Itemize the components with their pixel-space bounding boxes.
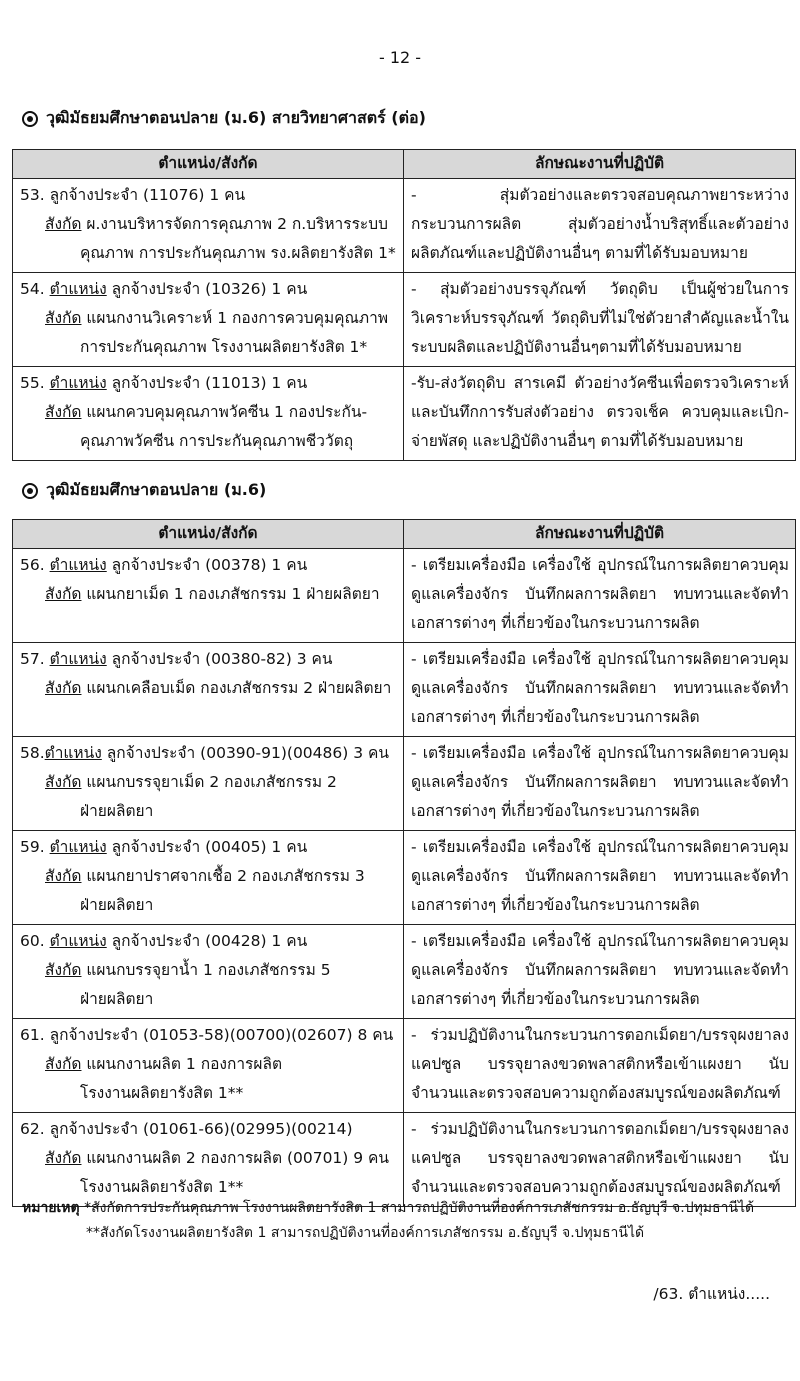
position-text: 61. ลูกจ้างประจำ (01053-58)(00700)(02607) 8 คน [20, 1026, 394, 1044]
position-label: ตำแหน่ง [49, 280, 107, 298]
position-line [20, 739, 397, 768]
affiliation-line [20, 1050, 397, 1079]
row-number: 56. [20, 556, 50, 574]
duties-cell: - เตรียมเครื่องมือ เครื่องใช้ อุปกรณ์ในการผลิตยาควบคุมดูแลเครื่องจักร บันทึกผลการผลิตยา ทบทวนและจัดทำเอกสารต่างๆ ที่เกี่ยวข้องในกระบวนการผลิต [404, 549, 796, 643]
affiliation-label: สังกัด [45, 403, 82, 421]
position-cell [13, 367, 404, 461]
position-line [20, 927, 397, 956]
affiliation-text: แผนกงานผลิต 2 กองการผลิต (00701) 9 คน [81, 1149, 390, 1167]
affiliation-line [20, 304, 397, 333]
affiliation-continuation: ฝ่ายผลิตยา [80, 990, 154, 1008]
position-label: ตำแหน่ง [49, 556, 107, 574]
table-row [13, 1113, 796, 1207]
position-text: ลูกจ้างประจำ (00390-91)(00486) 3 คน [101, 744, 389, 762]
affiliation-continuation: การประกันคุณภาพ โรงงานผลิตยารังสิต 1* [80, 338, 368, 356]
position-line [20, 551, 397, 580]
position-label: ตำแหน่ง [49, 838, 107, 856]
position-line [20, 645, 397, 674]
column-header-position: ตำแหน่ง/สังกัด [13, 150, 404, 179]
position-cell [13, 1019, 404, 1113]
row-number: 58. [20, 744, 45, 762]
row-number: 59. [20, 838, 50, 856]
duties-cell: - สุ่มตัวอย่างและตรวจสอบคุณภาพยาระหว่างกระบวนการผลิต สุ่มตัวอย่างน้ำบริสุทธิ์และตัวอย่างผลิตภัณฑ์และปฏิบัติงานอื่นๆ ตามที่ได้รับมอบหมาย [404, 179, 796, 273]
section-title: วุฒิมัธยมศึกษาตอนปลาย (ม.6) [46, 480, 267, 499]
duties-cell: - เตรียมเครื่องมือ เครื่องใช้ อุปกรณ์ในการผลิตยาควบคุมดูแลเครื่องจักร บันทึกผลการผลิตยา ทบทวนและจัดทำเอกสารต่างๆ ที่เกี่ยวข้องในกระบวนการผลิต [404, 643, 796, 737]
affiliation-label: สังกัด [45, 961, 82, 979]
position-line [20, 181, 397, 210]
radio-bullet-icon [22, 483, 38, 499]
position-label: ตำแหน่ง [44, 744, 102, 762]
affiliation-continuation: โรงงานผลิตยารังสิต 1** [80, 1084, 244, 1102]
position-cell [13, 737, 404, 831]
affiliation-text: แผนกงานวิเคราะห์ 1 กองการควบคุมคุณภาพ [81, 309, 389, 327]
position-label: ตำแหน่ง [49, 650, 107, 668]
duties-cell: -รับ-ส่งวัตถุดิบ สารเคมี ตัวอย่างวัคซีนเพื่อตรวจวิเคราะห์และบันทึกการรับส่งตัวอย่าง ตรวจเช็ค ควบคุมและเบิก-จ่ายพัสดุ และปฏิบัติงานอื่นๆ ตามที่ได้รับมอบหมาย [404, 367, 796, 461]
footnote-line: *สังกัดการประกันคุณภาพ โรงงานผลิตยารังสิต 1 สามารถปฏิบัติงานที่องค์การเภสัชกรรม อ.ธัญบุรี จ.ปทุมธานีได้ [79, 1200, 755, 1216]
affiliation-continuation: คุณภาพ การประกันคุณภาพ รง.ผลิตยารังสิต 1* [80, 244, 396, 262]
affiliation-continuation: ฝ่ายผลิตยา [80, 896, 154, 914]
duties-cell: - เตรียมเครื่องมือ เครื่องใช้ อุปกรณ์ในการผลิตยาควบคุมดูแลเครื่องจักร บันทึกผลการผลิตยา ทบทวนและจัดทำเอกสารต่างๆ ที่เกี่ยวข้องในกระบวนการผลิต [404, 831, 796, 925]
footnote-line: **สังกัดโรงงานผลิตยารังสิต 1 สามารถปฏิบัติงานที่องค์การเภสัชกรรม อ.ธัญบุรี จ.ปทุมธานีได้ [86, 1225, 645, 1241]
affiliation-text: แผนกยาเม็ด 1 กองเภสัชกรรม 1 ฝ่ายผลิตยา [81, 585, 380, 603]
affiliation-text: แผนกเคลือบเม็ด กองเภสัชกรรม 2 ฝ่ายผลิตยา [81, 679, 392, 697]
affiliation-text: แผนกงานผลิต 1 กองการผลิต [81, 1055, 283, 1073]
affiliation-label: สังกัด [45, 309, 82, 327]
affiliation-label: สังกัด [45, 773, 82, 791]
footnote-label: หมายเหตุ [22, 1200, 80, 1216]
column-header-duties: ลักษณะงานที่ปฏิบัติ [404, 520, 796, 549]
affiliation-line [20, 956, 397, 985]
affiliation-text: แผนกยาปราศจากเชื้อ 2 กองเภสัชกรรม 3 [81, 867, 365, 885]
position-cell [13, 925, 404, 1019]
position-line [20, 833, 397, 862]
position-cell [13, 179, 404, 273]
section-heading-science [22, 106, 426, 131]
affiliation-label: สังกัด [45, 867, 82, 885]
row-number: 55. [20, 374, 50, 392]
affiliation-continuation: โรงงานผลิตยารังสิต 1** [80, 1178, 244, 1196]
position-text: ลูกจ้างประจำ (11013) 1 คน [106, 374, 308, 392]
footnote [22, 1196, 754, 1246]
affiliation-line [20, 580, 397, 609]
continuation-marker: /63. ตำแหน่ง..... [653, 1285, 770, 1303]
position-line [20, 369, 397, 398]
affiliation-line [20, 768, 397, 797]
affiliation-line [20, 398, 397, 427]
table-row [13, 549, 796, 643]
duties-cell: - ร่วมปฏิบัติงานในกระบวนการตอกเม็ดยา/บรรจุผงยาลงแคปซูล บรรจุยาลงขวดพลาสติกหรือเข้าแผงยา นับจำนวนและตรวจสอบความถูกต้องสมบูรณ์ของผลิตภัณฑ์ [404, 1113, 796, 1207]
table-row [13, 737, 796, 831]
affiliation-text: แผนกบรรจุยาเม็ด 2 กองเภสัชกรรม 2 [81, 773, 337, 791]
duties-cell: - สุ่มตัวอย่างบรรจุภัณฑ์ วัตถุดิบ เป็นผู้ช่วยในการวิเคราะห์บรรจุภัณฑ์ วัตถุดิบที่ไม่ใช่ตัวยาสำคัญและน้ำในระบบผลิตและปฏิบัติงานอื่นๆตามที่ได้รับมอบหมาย [404, 273, 796, 367]
table-row [13, 925, 796, 1019]
row-number: 60. [20, 932, 50, 950]
duties-cell: - เตรียมเครื่องมือ เครื่องใช้ อุปกรณ์ในการผลิตยาควบคุมดูแลเครื่องจักร บันทึกผลการผลิตยา ทบทวนและจัดทำเอกสารต่างๆ ที่เกี่ยวข้องในกระบวนการผลิต [404, 737, 796, 831]
position-label: ตำแหน่ง [49, 374, 107, 392]
table-row [13, 179, 796, 273]
position-line [20, 1115, 397, 1144]
position-cell [13, 1113, 404, 1207]
affiliation-text: แผนกควบคุมคุณภาพวัคซีน 1 กองประกัน- [81, 403, 368, 421]
affiliation-label: สังกัด [45, 1149, 82, 1167]
affiliation-label: สังกัด [45, 215, 82, 233]
affiliation-line [20, 210, 397, 239]
position-text: ลูกจ้างประจำ (00378) 1 คน [106, 556, 308, 574]
position-line [20, 1021, 397, 1050]
position-cell [13, 273, 404, 367]
affiliation-label: สังกัด [45, 585, 82, 603]
table-row [13, 367, 796, 461]
position-text: ลูกจ้างประจำ (10326) 1 คน [106, 280, 308, 298]
duties-cell: - ร่วมปฏิบัติงานในกระบวนการตอกเม็ดยา/บรรจุผงยาลงแคปซูล บรรจุยาลงขวดพลาสติกหรือเข้าแผงยา นับจำนวนและตรวจสอบความถูกต้องสมบูรณ์ของผลิตภัณฑ์ [404, 1019, 796, 1113]
position-text: ลูกจ้างประจำ (00380-82) 3 คน [106, 650, 333, 668]
position-text: ลูกจ้างประจำ (00428) 1 คน [106, 932, 308, 950]
affiliation-text: ผ.งานบริหารจัดการคุณภาพ 2 ก.บริหารระบบ [81, 215, 388, 233]
position-text: ลูกจ้างประจำ (00405) 1 คน [106, 838, 308, 856]
affiliation-label: สังกัด [45, 679, 82, 697]
section-heading-general [22, 478, 266, 503]
affiliation-text: แผนกบรรจุยาน้ำ 1 กองเภสัชกรรม 5 [81, 961, 331, 979]
affiliation-continuation: คุณภาพวัคซีน การประกันคุณภาพชีววัตถุ [80, 432, 354, 450]
affiliation-continuation: ฝ่ายผลิตยา [80, 802, 154, 820]
section-title: วุฒิมัธยมศึกษาตอนปลาย (ม.6) สายวิทยาศาสตร์ (ต่อ) [46, 108, 426, 127]
row-number: 54. [20, 280, 50, 298]
affiliation-line [20, 1144, 397, 1173]
page-number: - 12 - [378, 48, 422, 67]
position-cell [13, 643, 404, 737]
positions-table-science [12, 149, 796, 461]
affiliation-line [20, 674, 397, 703]
duties-cell: - เตรียมเครื่องมือ เครื่องใช้ อุปกรณ์ในการผลิตยาควบคุมดูแลเครื่องจักร บันทึกผลการผลิตยา ทบทวนและจัดทำเอกสารต่างๆ ที่เกี่ยวข้องในกระบวนการผลิต [404, 925, 796, 1019]
position-text: 62. ลูกจ้างประจำ (01061-66)(02995)(00214) [20, 1120, 353, 1138]
positions-table-general [12, 519, 796, 1207]
position-line [20, 275, 397, 304]
position-cell [13, 831, 404, 925]
table-row [13, 273, 796, 367]
column-header-position: ตำแหน่ง/สังกัด [13, 520, 404, 549]
column-header-duties: ลักษณะงานที่ปฏิบัติ [404, 150, 796, 179]
table-row [13, 643, 796, 737]
position-cell [13, 549, 404, 643]
affiliation-line [20, 862, 397, 891]
row-number: 57. [20, 650, 50, 668]
position-label: ตำแหน่ง [49, 932, 107, 950]
radio-bullet-icon [22, 111, 38, 127]
affiliation-label: สังกัด [45, 1055, 82, 1073]
table-row [13, 831, 796, 925]
position-text: 53. ลูกจ้างประจำ (11076) 1 คน [20, 186, 246, 204]
table-row [13, 1019, 796, 1113]
